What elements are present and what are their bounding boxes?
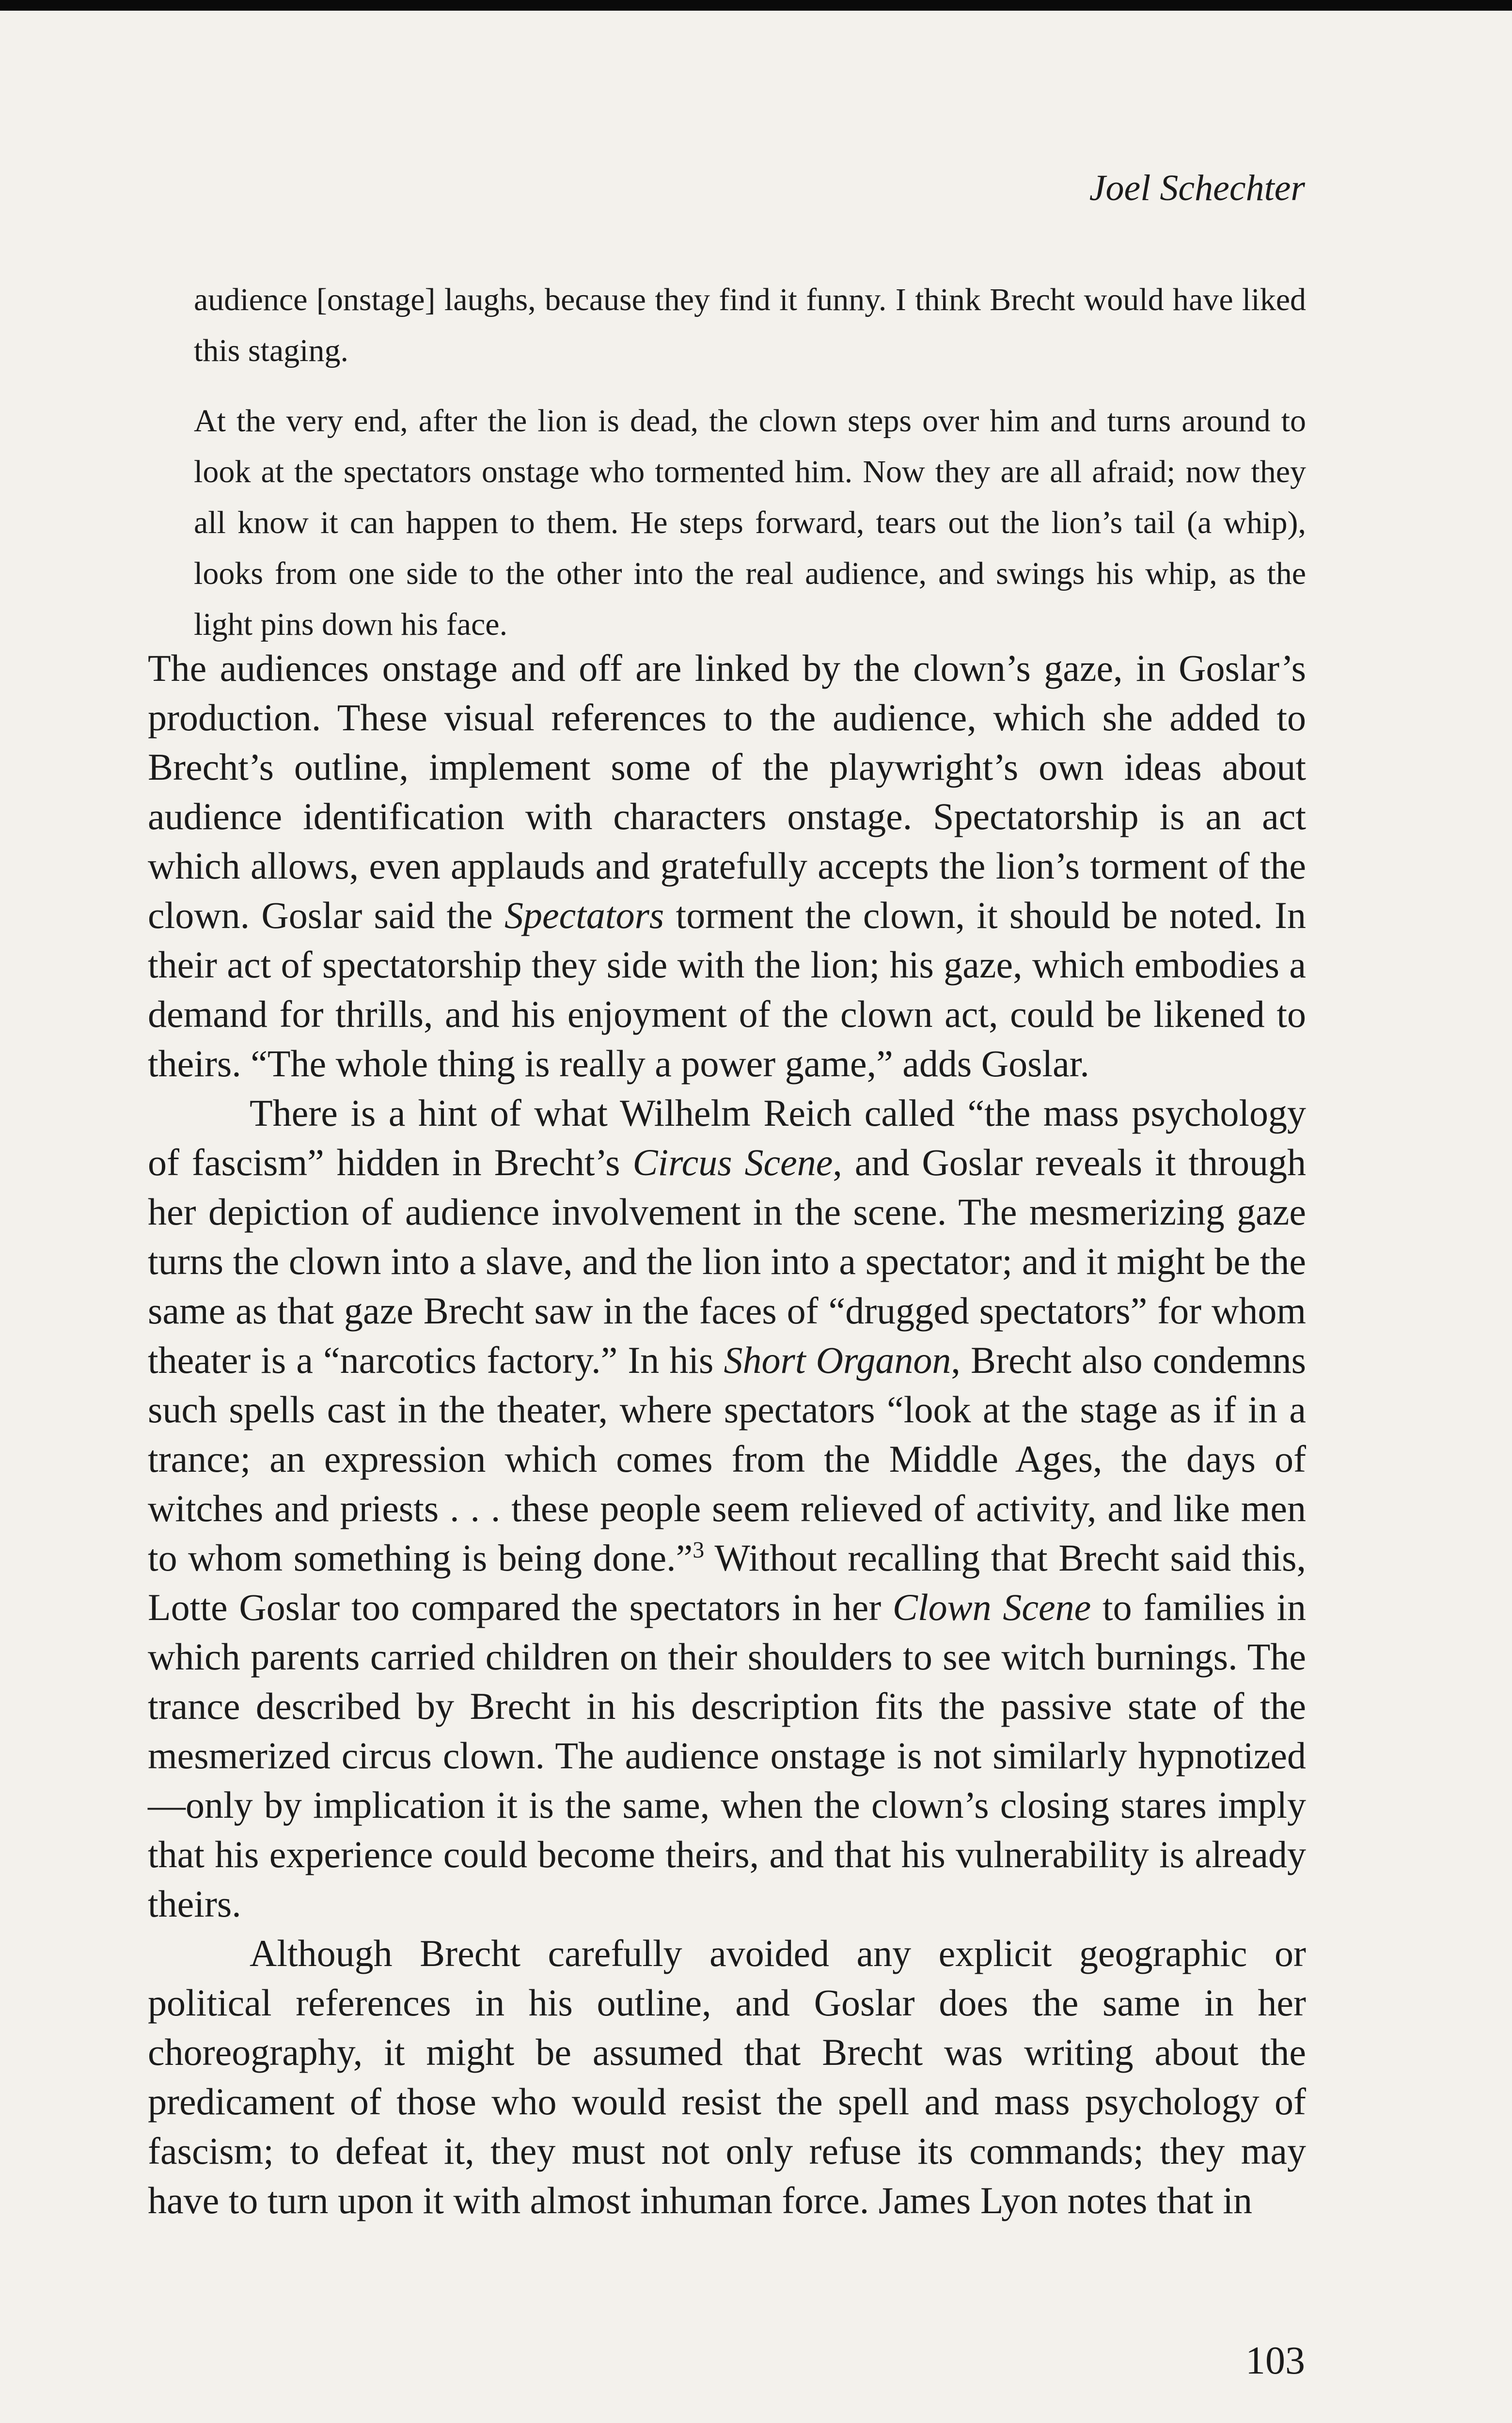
block-quotation	[194, 274, 1306, 650]
page-number: 103	[1245, 2338, 1305, 2382]
body-text	[148, 644, 1306, 2225]
body-paragraph-3: Although Brecht carefully avoided any explicit geographic or political references in his outline, and Goslar does the same in her choreography, it might be assumed that Brecht was writing about the predicament of those who would resist the spell and mass psychology of fascism; to defeat it, they must not only refuse its commands; they may have to turn upon it with almost inhuman force. James Lyon notes that in	[148, 1932, 1306, 2221]
quote-paragraph-2: At the very end, after the lion is dead, the clown steps over him and turns around to look at the spectators onstage who tormented him. Now they are all afraid; now they all know it can happen to them. He steps forward, tears out the lion’s tail (a whip), looks from one side to the other into the real audience, and swings his whip, as the light pins down his face.	[194, 403, 1306, 642]
italic-title: Short Organon	[724, 1339, 951, 1381]
footnote-reference: 3	[693, 1537, 705, 1563]
body-text-run: Without recalling that Brecht said this, Lotte Goslar too compared the spectators in her	[148, 1537, 1306, 1628]
italic-title: Circus Scene	[632, 1141, 833, 1183]
body-text-run: , Brecht also condemns such spells cast in the theater, where spectators “look at the stage as if in a trance; an expression which comes from the Middle Ages, the days of witches and priests . . . these people seem relieved of activity, and like men to whom something is being done.”	[148, 1339, 1306, 1579]
body-text-run: torment the clown, it should be noted. In their act of spectatorship they side with the lion; his gaze, which embodies a demand for thrills, and his enjoyment of the clown act, could be likened to theirs. “The whole thing is really a power game,” adds Goslar.	[148, 894, 1306, 1085]
quote-paragraph-1: audience [onstage] laughs, because they find it funny. I think Brecht would have liked this staging.	[194, 282, 1306, 368]
body-paragraph-2	[148, 1088, 1306, 1929]
body-text-run: , and Goslar reveals it through her depiction of audience involvement in the scene. The mesmerizing gaze turns the clown into a slave, and the lion into a spectator; and it might be the same as that gaze Brecht saw in the faces of “drugged spectators” for whom theater is a “narcotics factory.” In his	[148, 1141, 1306, 1381]
italic-title: Spectators	[504, 894, 664, 936]
body-text-run: The audiences onstage and off are linked by the clown’s gaze, in Goslar’s production. These visual references to the audience, which she added to Brecht’s outline, implement some of the playwright’s own ideas about audience identification with characters onstage. Spectatorship is an act which allows, even applauds and gratefully accepts the lion’s torment of the clown. Goslar said the	[148, 647, 1306, 936]
top-edge-rule	[0, 0, 1512, 11]
body-text-run: to families in which parents carried children on their shoulders to see witch burnings. The trance described by Brecht in his description fits the passive state of the mesmerized circus clown. The audience onstage is not similarly hypnotized—only by implication it is the same, when the clown’s closing stares imply that his experience could become theirs, and that his vulnerability is already theirs.	[148, 1586, 1306, 1925]
body-paragraph-1	[148, 644, 1306, 1088]
body-text-run: There is a hint of what Wilhelm Reich called “the mass psychology of fascism” hidden in Brecht’s	[148, 1092, 1306, 1183]
running-head-author: Joel Schechter	[1089, 168, 1305, 208]
italic-title: Clown Scene	[892, 1586, 1091, 1628]
